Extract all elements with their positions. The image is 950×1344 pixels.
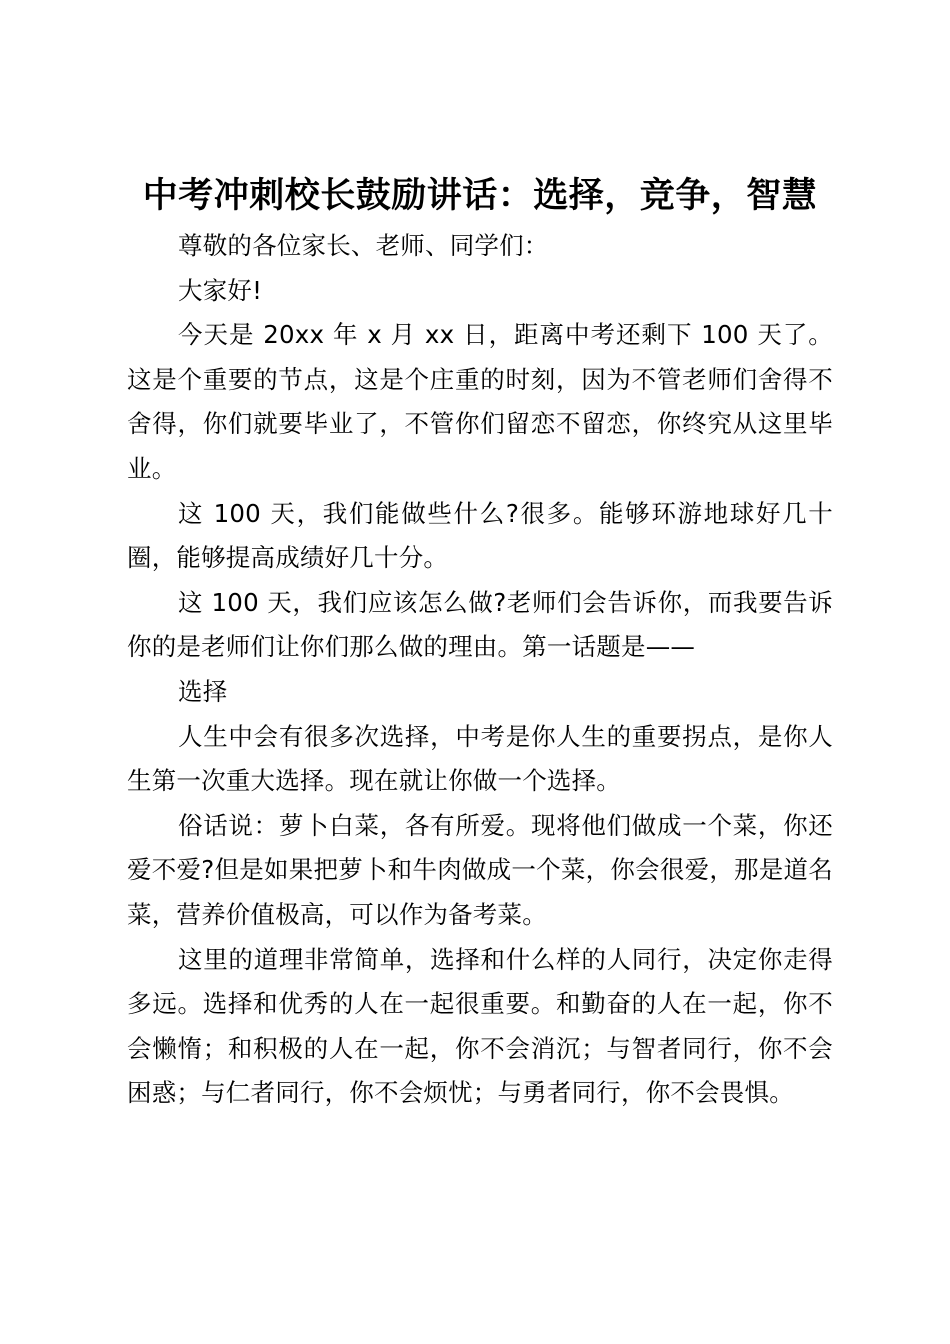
salutation-paragraph: 尊敬的各位家长、老师、同学们： [178, 231, 549, 260]
body-paragraph: 这里的道理非常简单，选择和什么样的人同行，决定你走得多远。选择和优秀的人在一起很重要。和勤奋的人在一起，你不会懒惰；和积极的人在一起，你不会消沉；与智者同行，你不会困惑；与仁者同行，你不会烦忧；与勇者同行，你不会畏惧。 [127, 944, 833, 1108]
body-paragraph: 今天是 20xx 年 x 月 xx 日，距离中考还剩下 100 天了。这是个重要的节点，这是个庄重的时刻，因为不管老师们舍得不舍得，你们就要毕业了，不管你们留恋不留恋，你终究从这里毕业。 [127, 320, 833, 483]
body-paragraph: 这 100 天，我们能做些什么?很多。能够环游地球好几十圈，能够提高成绩好几十分。 [127, 498, 833, 573]
body-paragraph: 俗话说：萝卜白菜，各有所爱。现将他们做成一个菜，你还爱不爱?但是如果把萝卜和牛肉做成一个菜，你会很爱，那是道名菜，营养价值极高，可以作为备考菜。 [127, 810, 833, 929]
section-heading: 选择 [178, 676, 228, 706]
body-paragraph: 这 100 天，我们应该怎么做?老师们会告诉你，而我要告诉你的是老师们让你们那么做的理由。第一话题是—— [127, 587, 833, 662]
body-paragraph: 人生中会有很多次选择，中考是你人生的重要拐点，是你人生第一次重大选择。现在就让你做一个选择。 [127, 721, 833, 796]
greeting-paragraph: 大家好! [178, 275, 263, 305]
document-page [127, 172, 833, 1116]
document-title: 中考冲刺校长鼓励讲话：选择，竞争，智慧 [142, 176, 818, 216]
